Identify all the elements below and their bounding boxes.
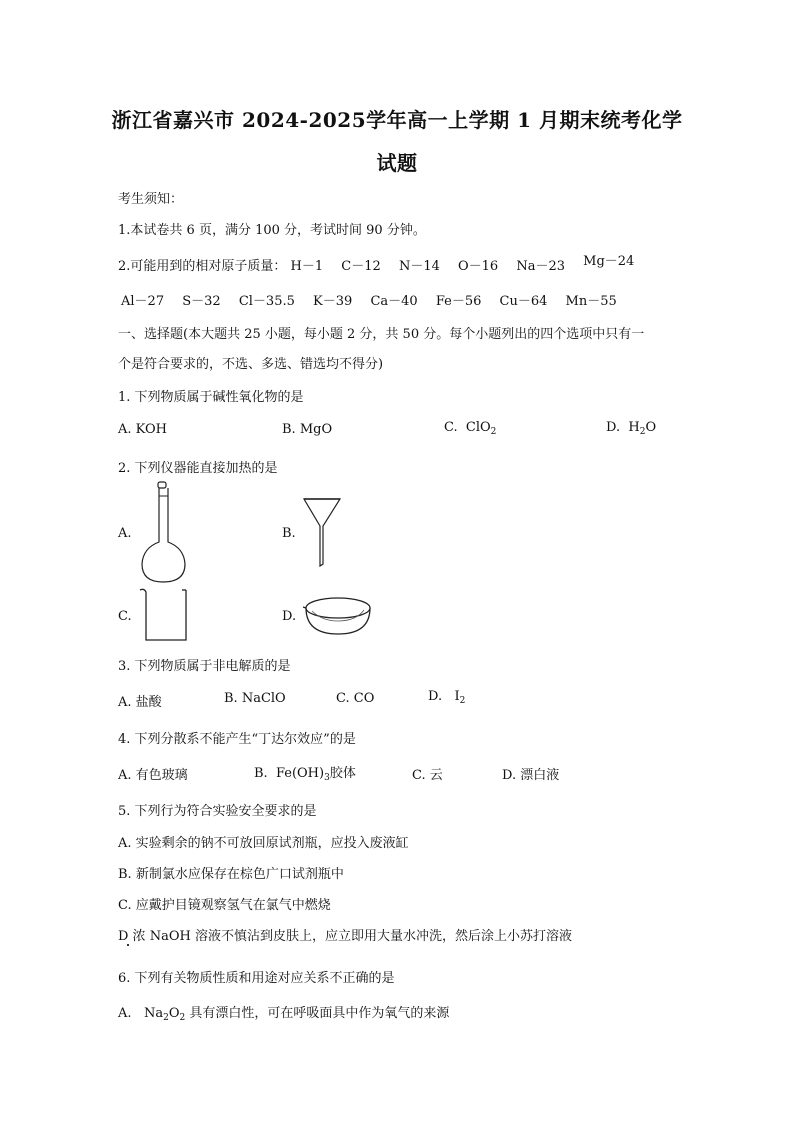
q3-option-d-subscript: 2 xyxy=(459,696,466,706)
exam-title-line1: 浙江省嘉兴市 2024-2025学年高一上学期 1 月期末统考化学 xyxy=(111,108,683,132)
atomic-mass: Ca－40 xyxy=(370,294,418,309)
q5-option-b: B. 新制氯水应保存在棕色广口试剂瓶中 xyxy=(118,867,344,882)
q6-option-a-formula-na: Na xyxy=(143,1006,164,1021)
atomic-mass: Cu－64 xyxy=(499,294,548,309)
atomic-mass: Al－27 xyxy=(121,294,165,309)
q1-option-d-subscript: 2 xyxy=(639,427,646,437)
funnel-icon xyxy=(302,496,342,568)
atomic-mass: Fe－56 xyxy=(435,294,482,309)
q3-option-d-label: D. xyxy=(428,689,443,704)
q3-option-d-formula: I xyxy=(454,689,460,704)
question-3-stem: 3. 下列物质属于非电解质的是 xyxy=(118,659,291,674)
q5-option-a: A. 实验剩余的钠不可放回原试剂瓶，应投入废液缸 xyxy=(118,836,409,851)
atomic-mass: Cl－35.5 xyxy=(238,294,295,309)
atomic-mass: O－16 xyxy=(458,259,499,274)
q1-option-d-label: D. xyxy=(606,420,621,435)
notice-item-1: 1.本试卷共 6 页，满分 100 分，考试时间 90 分钟。 xyxy=(118,223,426,238)
atomic-masses-row-2 xyxy=(121,290,631,309)
q3-option-d xyxy=(428,689,465,706)
q1-option-c-label: C. xyxy=(444,420,458,435)
q1-option-d xyxy=(606,420,656,437)
atomic-mass: K－39 xyxy=(313,294,353,309)
q5-option-d: D 浓 NaOH 溶液不慎沾到皮肤上，应立即用大量水冲洗，然后涂上小苏打溶液 xyxy=(118,929,572,944)
section-heading-line2: 个是符合要求的，不选、多选、错选均不得分) xyxy=(118,357,384,372)
q2-option-b-label: B. xyxy=(282,526,296,541)
q4-option-b-text: 胶体 xyxy=(329,766,356,781)
q3-option-c: C. CO xyxy=(336,691,375,706)
notice-heading: 考生须知： xyxy=(118,192,184,207)
atomic-mass: N－14 xyxy=(398,259,440,274)
q1-option-d-formula-h: H xyxy=(628,420,640,435)
q1-option-c-formula: ClO xyxy=(465,420,491,435)
q4-option-c: C. 云 xyxy=(412,768,443,783)
notice-item-2 xyxy=(118,255,648,274)
q2-option-d-label: D. xyxy=(282,609,297,624)
exam-title-line2: 试题 xyxy=(376,151,418,175)
atomic-mass: C－12 xyxy=(341,259,381,274)
q1-option-c xyxy=(444,420,496,437)
q4-option-a: A. 有色玻璃 xyxy=(118,768,188,783)
q2-option-c-label: C. xyxy=(118,609,132,624)
atomic-mass: Mn－55 xyxy=(565,294,617,309)
q3-option-b: B. NaClO xyxy=(224,691,286,706)
q6-option-a-sub-1: 2 xyxy=(163,1013,169,1023)
q1-option-b: B. MgO xyxy=(282,422,333,437)
question-4-stem: 4. 下列分散系不能产生“丁达尔效应”的是 xyxy=(118,732,356,747)
q5-option-c: C. 应戴护目镜观察氢气在氯气中燃烧 xyxy=(118,898,331,913)
q6-option-a-formula-o: O xyxy=(168,1006,180,1021)
q4-option-b-formula: Fe(OH) xyxy=(275,766,325,781)
q4-option-b-subscript: 3 xyxy=(324,773,330,783)
notice-item-2-prefix: 2.可能用到的相对原子质量： xyxy=(118,259,287,274)
q6-option-a xyxy=(118,1002,449,1023)
beaker-icon xyxy=(136,586,192,644)
atomic-mass: S－32 xyxy=(182,294,221,309)
atomic-mass: Mg－24 xyxy=(583,254,635,269)
q1-option-c-subscript: 2 xyxy=(490,427,497,437)
stray-dot-mark xyxy=(127,944,129,946)
q4-option-b-label: B. xyxy=(254,766,268,781)
evaporating-dish-icon xyxy=(302,594,374,638)
question-2-stem: 2. 下列仪器能直接加热的是 xyxy=(118,461,278,476)
question-6-stem: 6. 下列有关物质性质和用途对应关系不正确的是 xyxy=(118,971,395,986)
atomic-mass: H－1 xyxy=(290,259,324,274)
q4-option-d: D. 漂白液 xyxy=(502,768,560,783)
q6-option-a-label: A. xyxy=(118,1006,132,1021)
question-1-stem: 1. 下列物质属于碱性氧化物的是 xyxy=(118,390,304,405)
question-5-stem: 5. 下列行为符合实验安全要求的是 xyxy=(118,804,317,819)
q3-option-a: A. 盐酸 xyxy=(118,695,162,710)
q1-option-a: A. KOH xyxy=(118,422,168,437)
section-heading-line1: 一、选择题(本大题共 25 小题，每小题 2 分，共 50 分。每个小题列出的四个选项中只有一 xyxy=(118,327,645,342)
volumetric-flask-icon xyxy=(136,480,192,586)
q6-option-a-text: 具有漂白性，可在呼吸面具中作为氧气的来源 xyxy=(189,1006,450,1021)
q2-option-a-label: A. xyxy=(118,526,132,541)
q6-option-a-sub-2: 2 xyxy=(179,1013,186,1023)
q1-option-d-formula-o: O xyxy=(645,420,657,435)
atomic-mass: Na－23 xyxy=(516,259,566,274)
q4-option-b xyxy=(254,762,356,783)
